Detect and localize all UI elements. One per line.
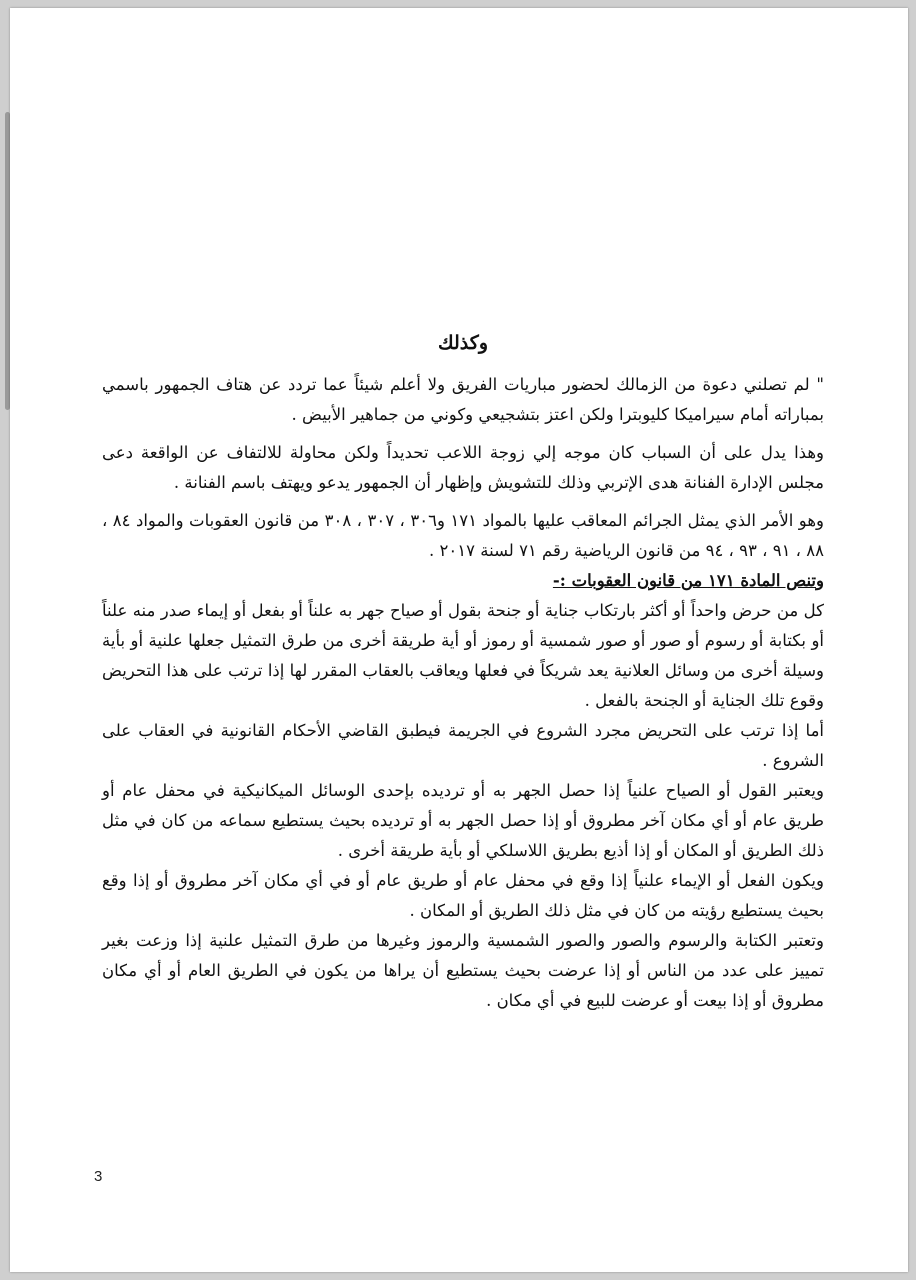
page-number: 3 — [94, 1168, 103, 1185]
document-page — [10, 8, 908, 1272]
article-paragraph: ويعتبر القول أو الصياح علنياً إذا حصل الجهر به أو ترديده بإحدى الوسائل الميكانيكية في محفل عام أو طريق عام أو أي مكان آخر مطروق أو إذا حصل الجهر به أو ترديده بحيث يستطيع سماعه من كان في مثل ذلك الطريق أو المكان أو إذا أذيع بطريق اللاسلكي أو بأية طريقة أخرى . — [102, 781, 824, 860]
article-paragraph: كل من حرض واحداً أو أكثر بارتكاب جناية أو جنحة بقول أو صياح جهر به علناً أو بفعل أو إيماء صدر منه علناً أو بكتابة أو رسوم أو صور أو صور شمسية أو رموز أو أية طريقة أخرى من طرق التمثيل جعلها علنية أو بأية وسيلة أخرى من وسائل العلانية يعد شريكاً في فعلها ويعاقب بالعقاب المقرر لها إذا ترتب على هذا التحريض وقوع تلك الجناية أو الجنحة بالفعل . — [102, 601, 824, 710]
section-heading: وتنص المادة ١٧١ من قانون العقوبات :- — [552, 571, 824, 590]
document-heading: وكذلك — [438, 332, 488, 354]
paragraph-quote: " لم تصلني دعوة من الزمالك لحضور مباريات الفريق ولا أعلم شيئاً عما تردد عن هتاف الجمهور باسمي بمباراته أمام سيراميكا كليوبترا ولكن اعتز بتشجيعي وكوني من جماهير الأبيض . — [102, 375, 824, 424]
paragraph-penalties: وهو الأمر الذي يمثل الجرائم المعاقب عليها بالمواد ١٧١ و٣٠٦ ، ٣٠٧ ، ٣٠٨ من قانون العقوبات والمواد ٨٤ ، ٨٨ ، ٩١ ، ٩٣ ، ٩٤ من قانون الرياضية رقم ٧١ لسنة ٢٠١٧ . — [102, 511, 824, 560]
paragraph-insult: وهذا يدل على أن السباب كان موجه إلي زوجة اللاعب تحديداً ولكن محاولة للالتفاف عن الواقعة دعى مجلس الإدارة الفنانة هدى الإتربي وذلك للتشويش وإظهار أن الجمهور يدعو ويهتف باسم الفنانة . — [102, 443, 824, 492]
article-paragraph: أما إذا ترتب على التحريض مجرد الشروع في الجريمة فيطبق القاضي الأحكام القانونية في العقاب على الشروع . — [102, 721, 824, 770]
article-paragraph: وتعتبر الكتابة والرسوم والصور والصور الشمسية والرموز وغيرها من طرق التمثيل علنية إذا وزعت بغير تمييز على عدد من الناس أو إذا عرضت بحيث يستطيع أن يراها من يكون في الطريق العام أو أي مكان مطروق أو إذا بيعت أو عرضت للبيع في أي مكان . — [102, 931, 824, 1010]
document-body — [102, 328, 824, 1016]
article-paragraph: ويكون الفعل أو الإيماء علنياً إذا وقع في محفل عام أو طريق عام أو في أي مكان آخر مطروق أو إذا وقع بحيث يستطيع رؤيته من كان في مثل ذلك الطريق أو المكان . — [102, 871, 824, 920]
